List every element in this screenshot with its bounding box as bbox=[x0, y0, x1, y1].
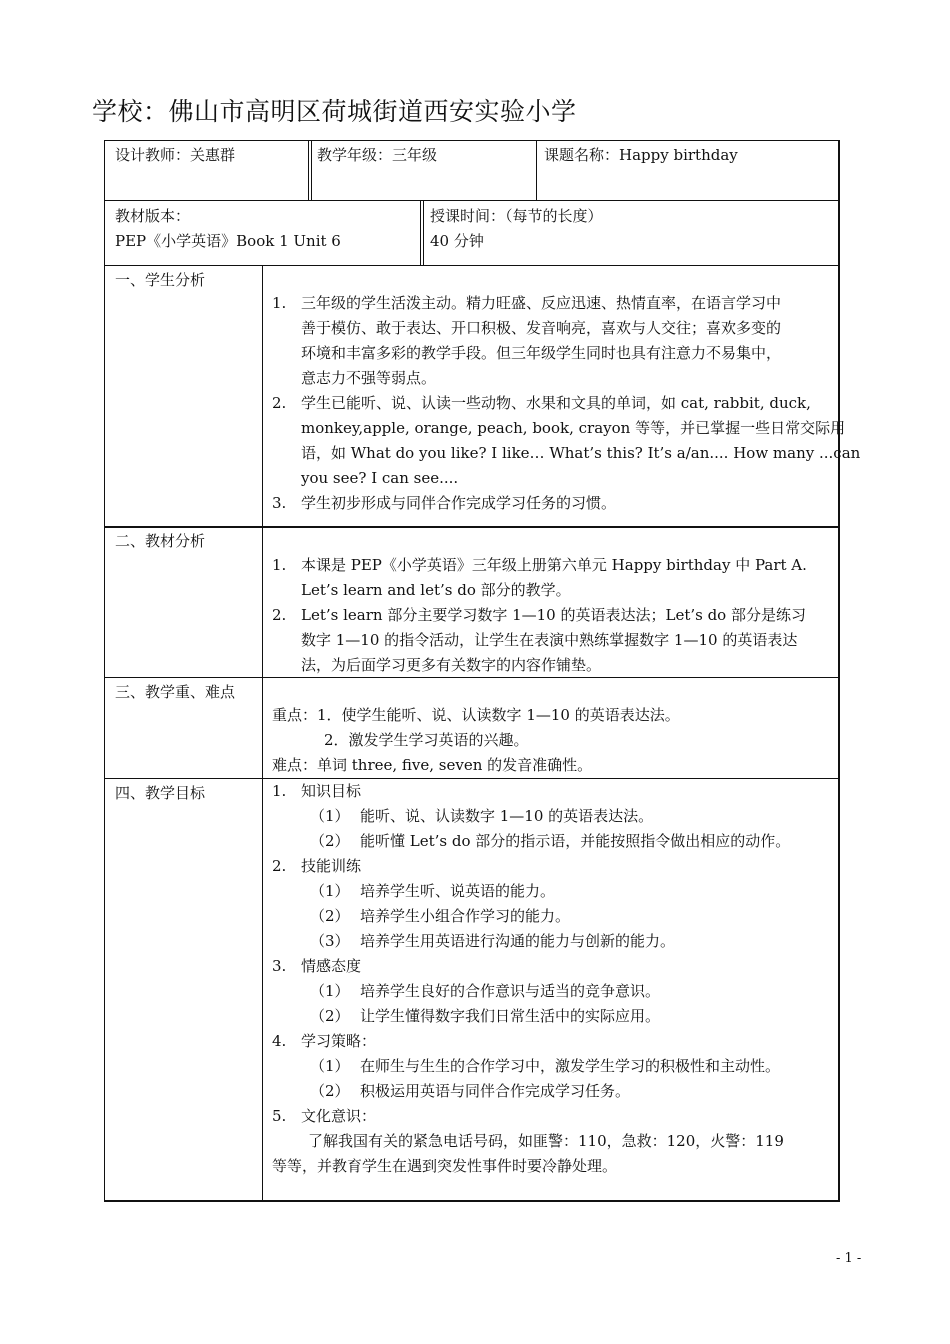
keypoint-line: 2．激发学生学习英语的兴趣。 bbox=[324, 731, 529, 749]
divider bbox=[104, 200, 840, 201]
divider bbox=[536, 140, 537, 200]
grade-cell: 教学年级：三年级 bbox=[317, 146, 438, 164]
divider bbox=[420, 200, 421, 265]
objective-item: （2） 培养学生小组合作学习的能力。 bbox=[310, 907, 571, 925]
page-number: - 1 - bbox=[836, 1251, 862, 1266]
divider bbox=[104, 526, 840, 528]
time-value: 40 分钟 bbox=[430, 232, 484, 250]
objective-item: （1） 培养学生良好的合作意识与适当的竞争意识。 bbox=[310, 982, 661, 1000]
difficulty-line: 难点：单词 three, five, seven 的发音准确性。 bbox=[272, 756, 593, 774]
culture-paragraph: 等等，并教育学生在遇到突发性事件时要冷静处理。 bbox=[272, 1157, 618, 1175]
divider bbox=[104, 778, 840, 779]
section-keypoints-title: 三、教学重、难点 bbox=[115, 683, 236, 701]
section-materials-title: 二、教材分析 bbox=[115, 532, 206, 550]
objective-item: （3） 培养学生用英语进行沟通的能力与创新的能力。 bbox=[310, 932, 676, 950]
divider bbox=[308, 140, 309, 200]
section-students-title: 一、学生分析 bbox=[115, 271, 206, 289]
divider bbox=[423, 200, 424, 265]
objective-item: （2） 积极运用英语与同伴合作完成学习任务。 bbox=[310, 1082, 631, 1100]
lesson-title-cell: 课题名称：Happy birthday bbox=[544, 146, 738, 164]
school-title: 学校：佛山市高明区荷城街道西安实验小学 bbox=[92, 97, 577, 126]
keypoint-line: 重点：1．使学生能听、说、认读数字 1—10 的英语表达法。 bbox=[272, 706, 680, 724]
textbook-value: PEP《小学英语》Book 1 Unit 6 bbox=[115, 232, 341, 250]
culture-paragraph: 了解我国有关的紧急电话号码，如匪警：110，急救：120，火警：119 bbox=[308, 1132, 784, 1150]
objective-item: （2） 能听懂 Let’s do 部分的指示语，并能按照指令做出相应的动作。 bbox=[310, 832, 791, 850]
divider bbox=[311, 140, 312, 200]
textbook-label: 教材版本： bbox=[115, 207, 191, 225]
objective-item: （1） 能听、说、认读数字 1—10 的英语表达法。 bbox=[310, 807, 654, 825]
objective-item: （1） 在师生与生生的合作学习中，激发学生学习的积极性和主动性。 bbox=[310, 1057, 781, 1075]
divider bbox=[104, 265, 840, 266]
objective-item: （2） 让学生懂得数字我们日常生活中的实际应用。 bbox=[310, 1007, 661, 1025]
time-label: 授课时间：（每节的长度） bbox=[430, 207, 603, 225]
section-objectives-title: 四、教学目标 bbox=[115, 784, 206, 802]
objective-item: （1） 培养学生听、说英语的能力。 bbox=[310, 882, 556, 900]
divider bbox=[262, 265, 263, 1202]
divider bbox=[104, 677, 840, 678]
lesson-plan-table: 设计教师：关惠群 教学年级：三年级 课题名称：Happy birthday 教材版本： PEP《小学英语》Book 1 Unit 6 授课时间：（每节的长度） 40 分钟 一、学生分析 1. 三年级的学生活泼主动。精力旺盛、反应迅速、热情直率，在语言学习中 善于模仿、敢于表达、开口积极、发音响亮，喜欢与人交往；喜欢多变的 环境和丰富多彩的教学手段。但三年级学生同时也具有注意力不易集中， 意志力不强等弱点。 2. 学生已能听、说、认读一些动物、水果和文具的单词，如 cat, rabbit, duck, monkey,apple, orange, peach, book, crayon 等等，并已掌握一些日常交际用 语，如 What do you like? I like… What’s this? It’s a/an.... How many ...can you see? I can see.... 3. 学生初步形成与同伴合作完成学习任务的习惯。 二、教材分析 1. 本课是 PEP《小学英语》三年级上册第六单元 Happy birthday 中 Part A. Let’s learn and let’s do 部分的教学。 2. Let’s learn 部分主要学习数字 1—10 的英语表达法；Let’s do 部分是练习 数字 1—10 的指令活动，让学生在表演中熟练掌握数字 1—10 的英语表达 法，为后面学习更多有关数字的内容作铺垫。 三、教学重、难点 重点：1．使学生能听、说、认读数字 1—10 的英语表达法。 2．激发学生学习英语的兴趣。 难点：单词 three, five, seven 的发音准确性。 四、教学目标 1. 知识目标 （1） 能听、说、认读数字 1—10 的英语表达法。 （2） 能听懂 Let’s do 部分的指示语，并能按照指令做出相应的动作。 2. 技能训练 （1） 培养学生听、说英语的能力。 （2） 培养学生小组合作学习的能力。 （3） 培养学生用英语进行沟通的能力与创新的能力。 3. 情感态度 （1） 培养学生良好的合作意识与适当的竞争意识。 （2） 让学生懂得数字我们日常生活中的实际应用。 4. 学习策略： （1） 在师生与生生的合作学习中，激发学生学习的积极性和主动性。 （2） 积极运用英语与同伴合作完成学习任务。 5. 文化意识： 了解我国有关的紧急电话号码，如匪警：110，急救：120，火警：119 等等，并教育学生在遇到突发性事件时要冷静处理。 bbox=[104, 140, 840, 1202]
designer-cell: 设计教师：关惠群 bbox=[115, 146, 236, 164]
